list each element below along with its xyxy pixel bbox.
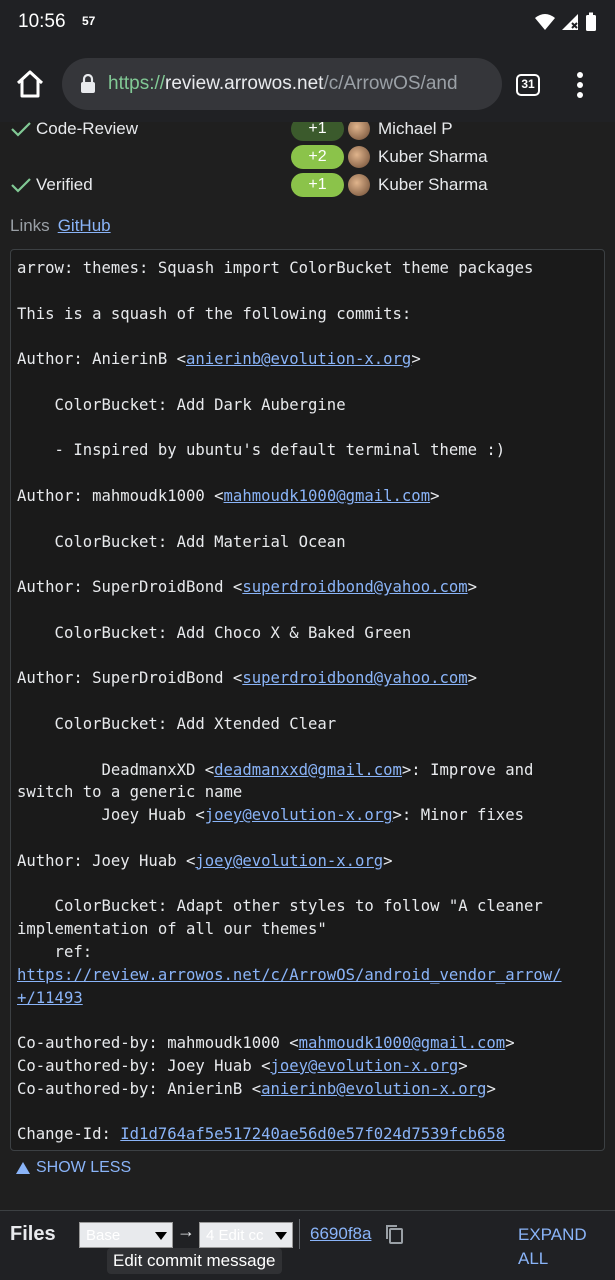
email-link[interactable]: joey@evolution-x.org [204,806,393,825]
commit-line: This is a squash of the following commits: [17,304,412,323]
commit-line: ColorBucket: Add Material Ocean [17,532,346,551]
commit-line: > [430,486,440,505]
avatar [348,174,370,196]
files-header [0,1210,615,1280]
email-link[interactable]: superdroidbond@yahoo.com [242,578,468,597]
commit-line: >: Improve and [401,760,534,779]
commit-line: Author: SuperDroidBond < [17,578,243,597]
show-less-label: SHOW LESS [36,1159,132,1176]
signal-icon [561,13,579,31]
lock-icon [80,74,96,94]
commit-line: Co-authored-by: Joey Huab < [17,1056,271,1075]
battery-icon [585,12,597,32]
check-icon [10,122,32,137]
commit-line: > [505,1034,515,1053]
triangle-up-icon [16,1162,30,1174]
patchset-select[interactable] [199,1222,293,1248]
vote-item[interactable] [291,145,488,169]
code-review-label: Code-Review [36,122,139,138]
dropdown-arrow-icon [155,1232,167,1240]
notification-count: 57 [82,14,96,28]
vote-item[interactable] [291,122,453,141]
status-bar [0,0,615,46]
files-title: Files [10,1223,56,1245]
commit-line: > [383,851,393,870]
copy-icon[interactable] [384,1223,404,1245]
tab-switcher-button[interactable]: 31 [516,74,540,96]
commit-line: > [411,350,421,369]
page-content [0,122,615,1210]
email-link[interactable]: mahmoudk1000@gmail.com [298,1034,506,1053]
commit-line: DeadmanxXD < [17,760,215,779]
url-path: /c/ArrowOS/and [323,73,458,94]
commit-line: ColorBucket: Add Dark Aubergine [17,395,346,414]
expand-all-label: EXPAND [518,1225,587,1244]
email-link[interactable]: joey@evolution-x.org [270,1056,459,1075]
commit-line: > [458,1056,468,1075]
commit-line: Author: SuperDroidBond < [17,669,243,688]
commit-line: ColorBucket: Adapt other styles to follow "A cleaner [17,897,543,916]
base-patchset-select[interactable] [79,1222,173,1248]
url-text [108,73,458,95]
vote-chip: +1 [291,173,344,197]
check-icon [10,177,32,193]
base-select-value: Base [86,1227,121,1244]
review-link[interactable]: https://review.arrowos.net/c/ArrowOS/android_vendor_arrow/ [17,965,562,984]
home-icon[interactable] [14,68,46,100]
commit-line: switch to a generic name [17,783,243,802]
vote-item[interactable] [291,173,488,197]
commit-line: Joey Huab < [17,806,205,825]
email-link[interactable]: anierinb@evolution-x.org [186,350,412,369]
avatar [348,146,370,168]
expand-all-button[interactable] [518,1223,598,1271]
links-label: Links [10,216,50,235]
github-link[interactable]: GitHub [57,216,111,235]
status-time: 10:56 [18,11,66,32]
commit-line: ColorBucket: Add Xtended Clear [17,714,337,733]
divider [299,1219,300,1249]
wifi-icon [535,13,555,31]
commit-line: Author: AnierinB < [17,350,186,369]
edit-commit-message-tooltip: Edit commit message [107,1248,282,1274]
code-review-label-row [10,122,138,139]
commit-line: Author: mahmoudk1000 < [17,486,224,505]
url-scheme: https:// [108,73,166,94]
status-icons [535,12,597,32]
patchset-select-value: 4 Edit cc [206,1227,264,1244]
voter-name: Kuber Sharma [378,175,488,194]
expand-all-label: ALL [518,1249,549,1268]
commit-message [10,249,605,1151]
commit-line: > [467,578,478,597]
commit-line: Author: Joey Huab < [17,851,196,870]
change-id-link[interactable]: Id1d764af5e517240ae56d0e57f024d7539fcb658 [120,1125,506,1144]
commit-line: Co-authored-by: mahmoudk1000 < [17,1034,299,1053]
vote-chip: +1 [291,122,344,141]
commit-line: implementation of all our themes" [17,920,327,939]
commit-line: ColorBucket: Add Choco X & Baked Green [17,623,412,642]
email-link[interactable]: anierinb@evolution-x.org [261,1079,487,1098]
vote-chip: +2 [291,145,344,169]
arrow-right-icon: → [177,1221,195,1241]
email-link[interactable]: joey@evolution-x.org [195,851,384,870]
show-less-button[interactable] [16,1159,131,1177]
commit-line: > [486,1079,496,1098]
links-row [10,216,111,236]
email-link[interactable]: mahmoudk1000@gmail.com [223,486,431,505]
commit-hash-link[interactable]: 6690f8a [310,1224,372,1243]
commit-line: - Inspired by ubuntu's default terminal theme :) [17,441,506,460]
commit-line: ref: [17,942,93,961]
commit-line: Co-authored-by: AnierinB < [17,1079,262,1098]
avatar [348,122,370,140]
commit-line: > [467,669,478,688]
review-link[interactable]: +/11493 [17,988,83,1007]
commit-line: >: Minor fixes [392,806,524,825]
email-link[interactable]: deadmanxxd@gmail.com [214,760,402,779]
url-host: review.arrowos.net [165,73,324,94]
verified-label-row [10,175,93,195]
voter-name: Kuber Sharma [378,147,488,166]
dropdown-arrow-icon [275,1232,287,1240]
address-bar[interactable] [62,58,502,110]
browser-toolbar [0,46,615,122]
commit-line: Change-Id: [17,1125,121,1144]
commit-line: arrow: themes: Squash import ColorBucket theme packages [17,259,534,277]
email-link[interactable]: superdroidbond@yahoo.com [242,669,468,688]
more-options-icon[interactable] [570,70,590,100]
voter-name: Michael P [378,122,453,138]
verified-label: Verified [36,175,93,194]
